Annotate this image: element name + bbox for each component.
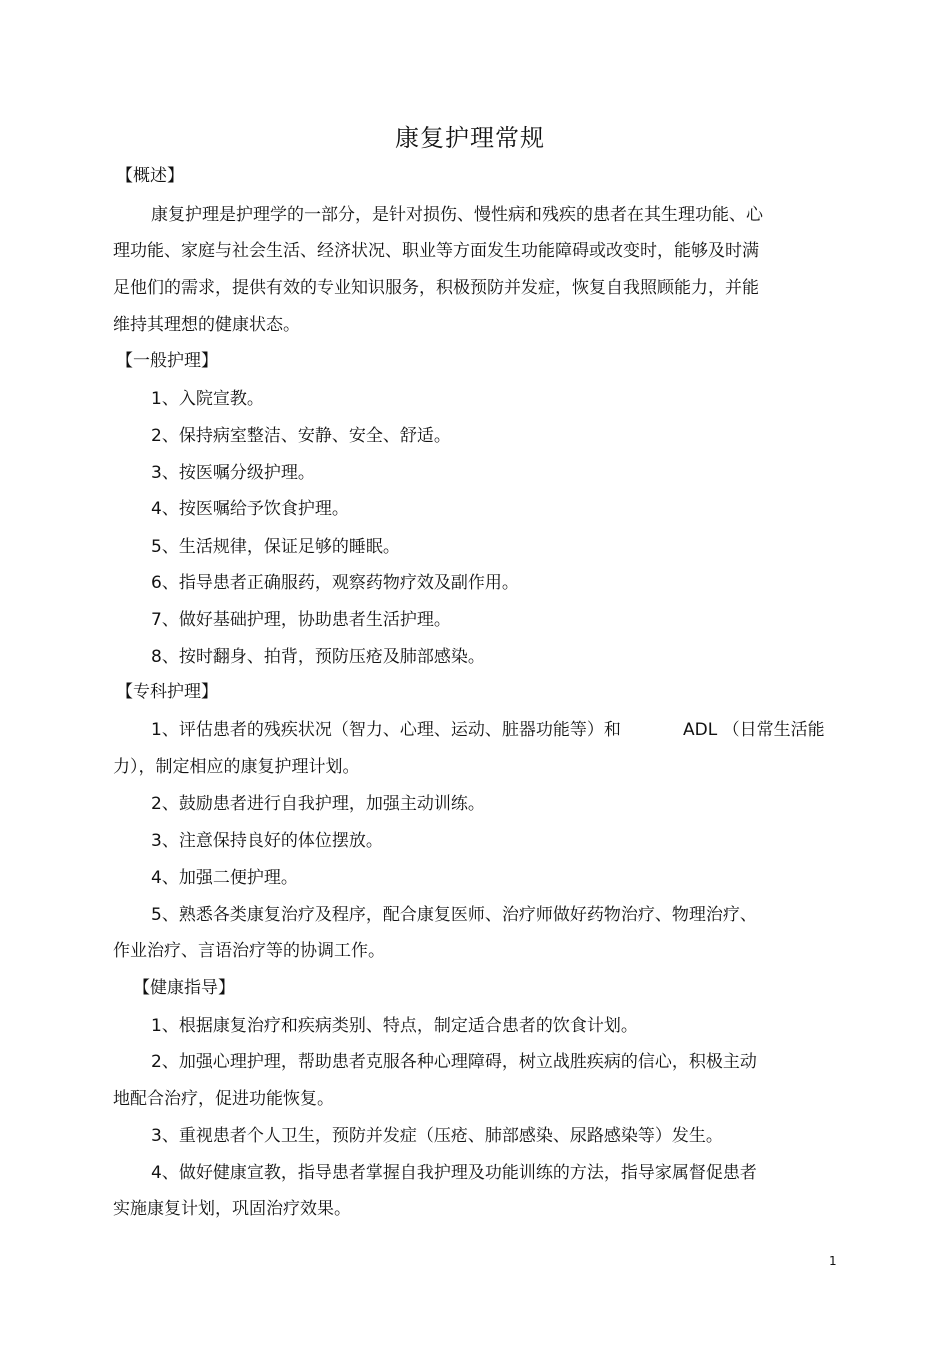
- general-care-item: 2、保持病室整洁、安静、安全、舒适。: [151, 426, 451, 446]
- health-guidance-item: 4、做好健康宣教，指导患者掌握自我护理及功能训练的方法，指导家属督促患者: [151, 1163, 757, 1183]
- special-care-item: 4、加强二便护理。: [151, 868, 298, 888]
- health-guidance-item: 1、根据康复治疗和疾病类别、特点，制定适合患者的饮食计划。: [151, 1016, 638, 1036]
- section-heading-special-care: 【专科护理】: [116, 682, 218, 702]
- overview-line: 理功能、家庭与社会生活、经济状况、职业等方面发生功能障碍或改变时，能够及时满: [113, 241, 759, 261]
- overview-line: 足他们的需求，提供有效的专业知识服务，积极预防并发症，恢复自我照顾能力，并能: [113, 278, 759, 298]
- document-title: 康复护理常规: [395, 124, 545, 152]
- section-heading-overview: 【概述】: [116, 166, 184, 186]
- health-guidance-item-continuation: 地配合治疗，促进功能恢复。: [113, 1089, 334, 1109]
- special-care-item: 1、评估患者的残疾状况（智力、心理、运动、脏器功能等）和: [151, 720, 621, 740]
- general-care-item: 6、指导患者正确服药，观察药物疗效及副作用。: [151, 573, 519, 593]
- health-guidance-item: 3、重视患者个人卫生，预防并发症（压疮、肺部感染、尿路感染等）发生。: [151, 1126, 723, 1146]
- page-number: 1: [829, 1254, 837, 1268]
- health-guidance-item: 2、加强心理护理，帮助患者克服各种心理障碍，树立战胜疾病的信心，积极主动: [151, 1052, 757, 1072]
- general-care-item: 5、生活规律，保证足够的睡眠。: [151, 537, 400, 557]
- general-care-item: 8、按时翻身、拍背，预防压疮及肺部感染。: [151, 647, 485, 667]
- special-care-item: 5、熟悉各类康复治疗及程序，配合康复医师、治疗师做好药物治疗、物理治疗、: [151, 905, 757, 925]
- overview-line: 维持其理想的健康状态。: [113, 315, 300, 335]
- general-care-item: 3、按医嘱分级护理。: [151, 463, 315, 483]
- special-care-item-adl: ADL （日常生活能: [683, 720, 825, 740]
- section-heading-health-guidance: 【健康指导】: [133, 978, 235, 998]
- section-heading-general-care: 【一般护理】: [116, 351, 218, 371]
- general-care-item: 4、按医嘱给予饮食护理。: [151, 499, 349, 519]
- general-care-item: 7、做好基础护理，协助患者生活护理。: [151, 610, 451, 630]
- overview-line: 康复护理是护理学的一部分，是针对损伤、慢性病和残疾的患者在其生理功能、心: [151, 205, 763, 225]
- special-care-item-continuation: 力），制定相应的康复护理计划。: [113, 757, 360, 777]
- special-care-item-continuation: 作业治疗、言语治疗等的协调工作。: [113, 941, 385, 961]
- general-care-item: 1、入院宣教。: [151, 389, 264, 409]
- special-care-item: 3、注意保持良好的体位摆放。: [151, 831, 383, 851]
- health-guidance-item-continuation: 实施康复计划，巩固治疗效果。: [113, 1199, 351, 1219]
- special-care-item: 2、鼓励患者进行自我护理，加强主动训练。: [151, 794, 485, 814]
